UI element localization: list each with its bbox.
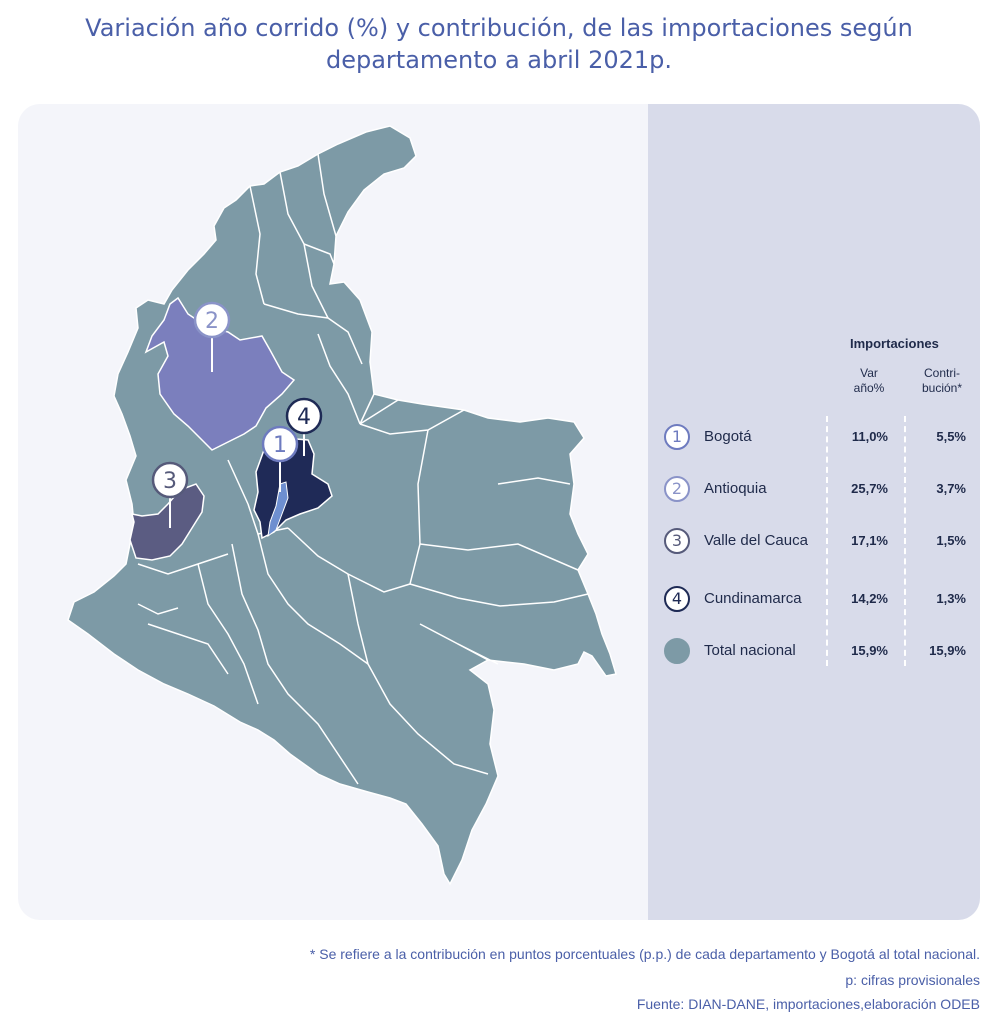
title-line-1: Variación año corrido (%) y contribución, de las importaciones según (85, 14, 913, 42)
row-con: 3,7% (936, 481, 966, 496)
footnote: * Se refiere a la contribución en puntos porcentuales (p.p.) de cada departamento y Bogotá al total nacional. (309, 946, 980, 962)
badge-valle-del-cauca: 3 (664, 528, 690, 554)
row-var: 15,9% (851, 643, 888, 658)
map-marker-4-label: 4 (297, 405, 311, 430)
badge-cundinamarca: 4 (664, 586, 690, 612)
badge-bogota: 1 (664, 424, 690, 450)
colombia-map (18, 104, 648, 920)
col-header-var-line-1: Var (860, 366, 878, 380)
table-header: Importaciones (850, 336, 939, 351)
col-header-con (912, 366, 972, 396)
badge-total-nacional (664, 638, 690, 664)
row-var: 11,0% (851, 429, 888, 444)
row-con: 1,5% (936, 533, 966, 548)
map-marker-3-label: 3 (163, 469, 177, 494)
source-note: Fuente: DIAN-DANE, importaciones,elaboración ODEB (636, 996, 980, 1012)
row-label: Cundinamarca (704, 590, 802, 607)
row-con: 5,5% (936, 429, 966, 444)
col-header-var-line-2: año% (853, 381, 885, 395)
legend-row-bogota (648, 422, 980, 452)
map-marker-1-label: 1 (273, 433, 287, 458)
row-label: Valle del Cauca (704, 532, 808, 549)
provisional-note: p: cifras provisionales (845, 972, 980, 988)
legend-panel (648, 104, 980, 920)
row-label: Bogotá (704, 428, 752, 445)
col-header-con-line-1: Contri- (923, 366, 960, 380)
map-marker-2-label: 2 (205, 309, 219, 334)
title-line-2: departamento a abril 2021p. (325, 46, 673, 74)
col-header-var (844, 366, 894, 396)
row-con: 15,9% (929, 643, 966, 658)
page-title (40, 12, 958, 76)
legend-row-antioquia (648, 474, 980, 504)
row-var: 17,1% (851, 533, 888, 548)
col-header-con-line-2: bución* (921, 381, 963, 395)
row-label: Total nacional (704, 642, 796, 659)
row-var: 25,7% (851, 481, 888, 496)
legend-row-valle-del-cauca (648, 526, 980, 556)
legend-row-total-nacional (648, 636, 980, 666)
row-label: Antioquia (704, 480, 767, 497)
map-country-shape (68, 126, 616, 884)
row-var: 14,2% (851, 591, 888, 606)
badge-antioquia: 2 (664, 476, 690, 502)
map-card (18, 104, 980, 920)
legend-row-cundinamarca (648, 584, 980, 614)
row-con: 1,3% (936, 591, 966, 606)
